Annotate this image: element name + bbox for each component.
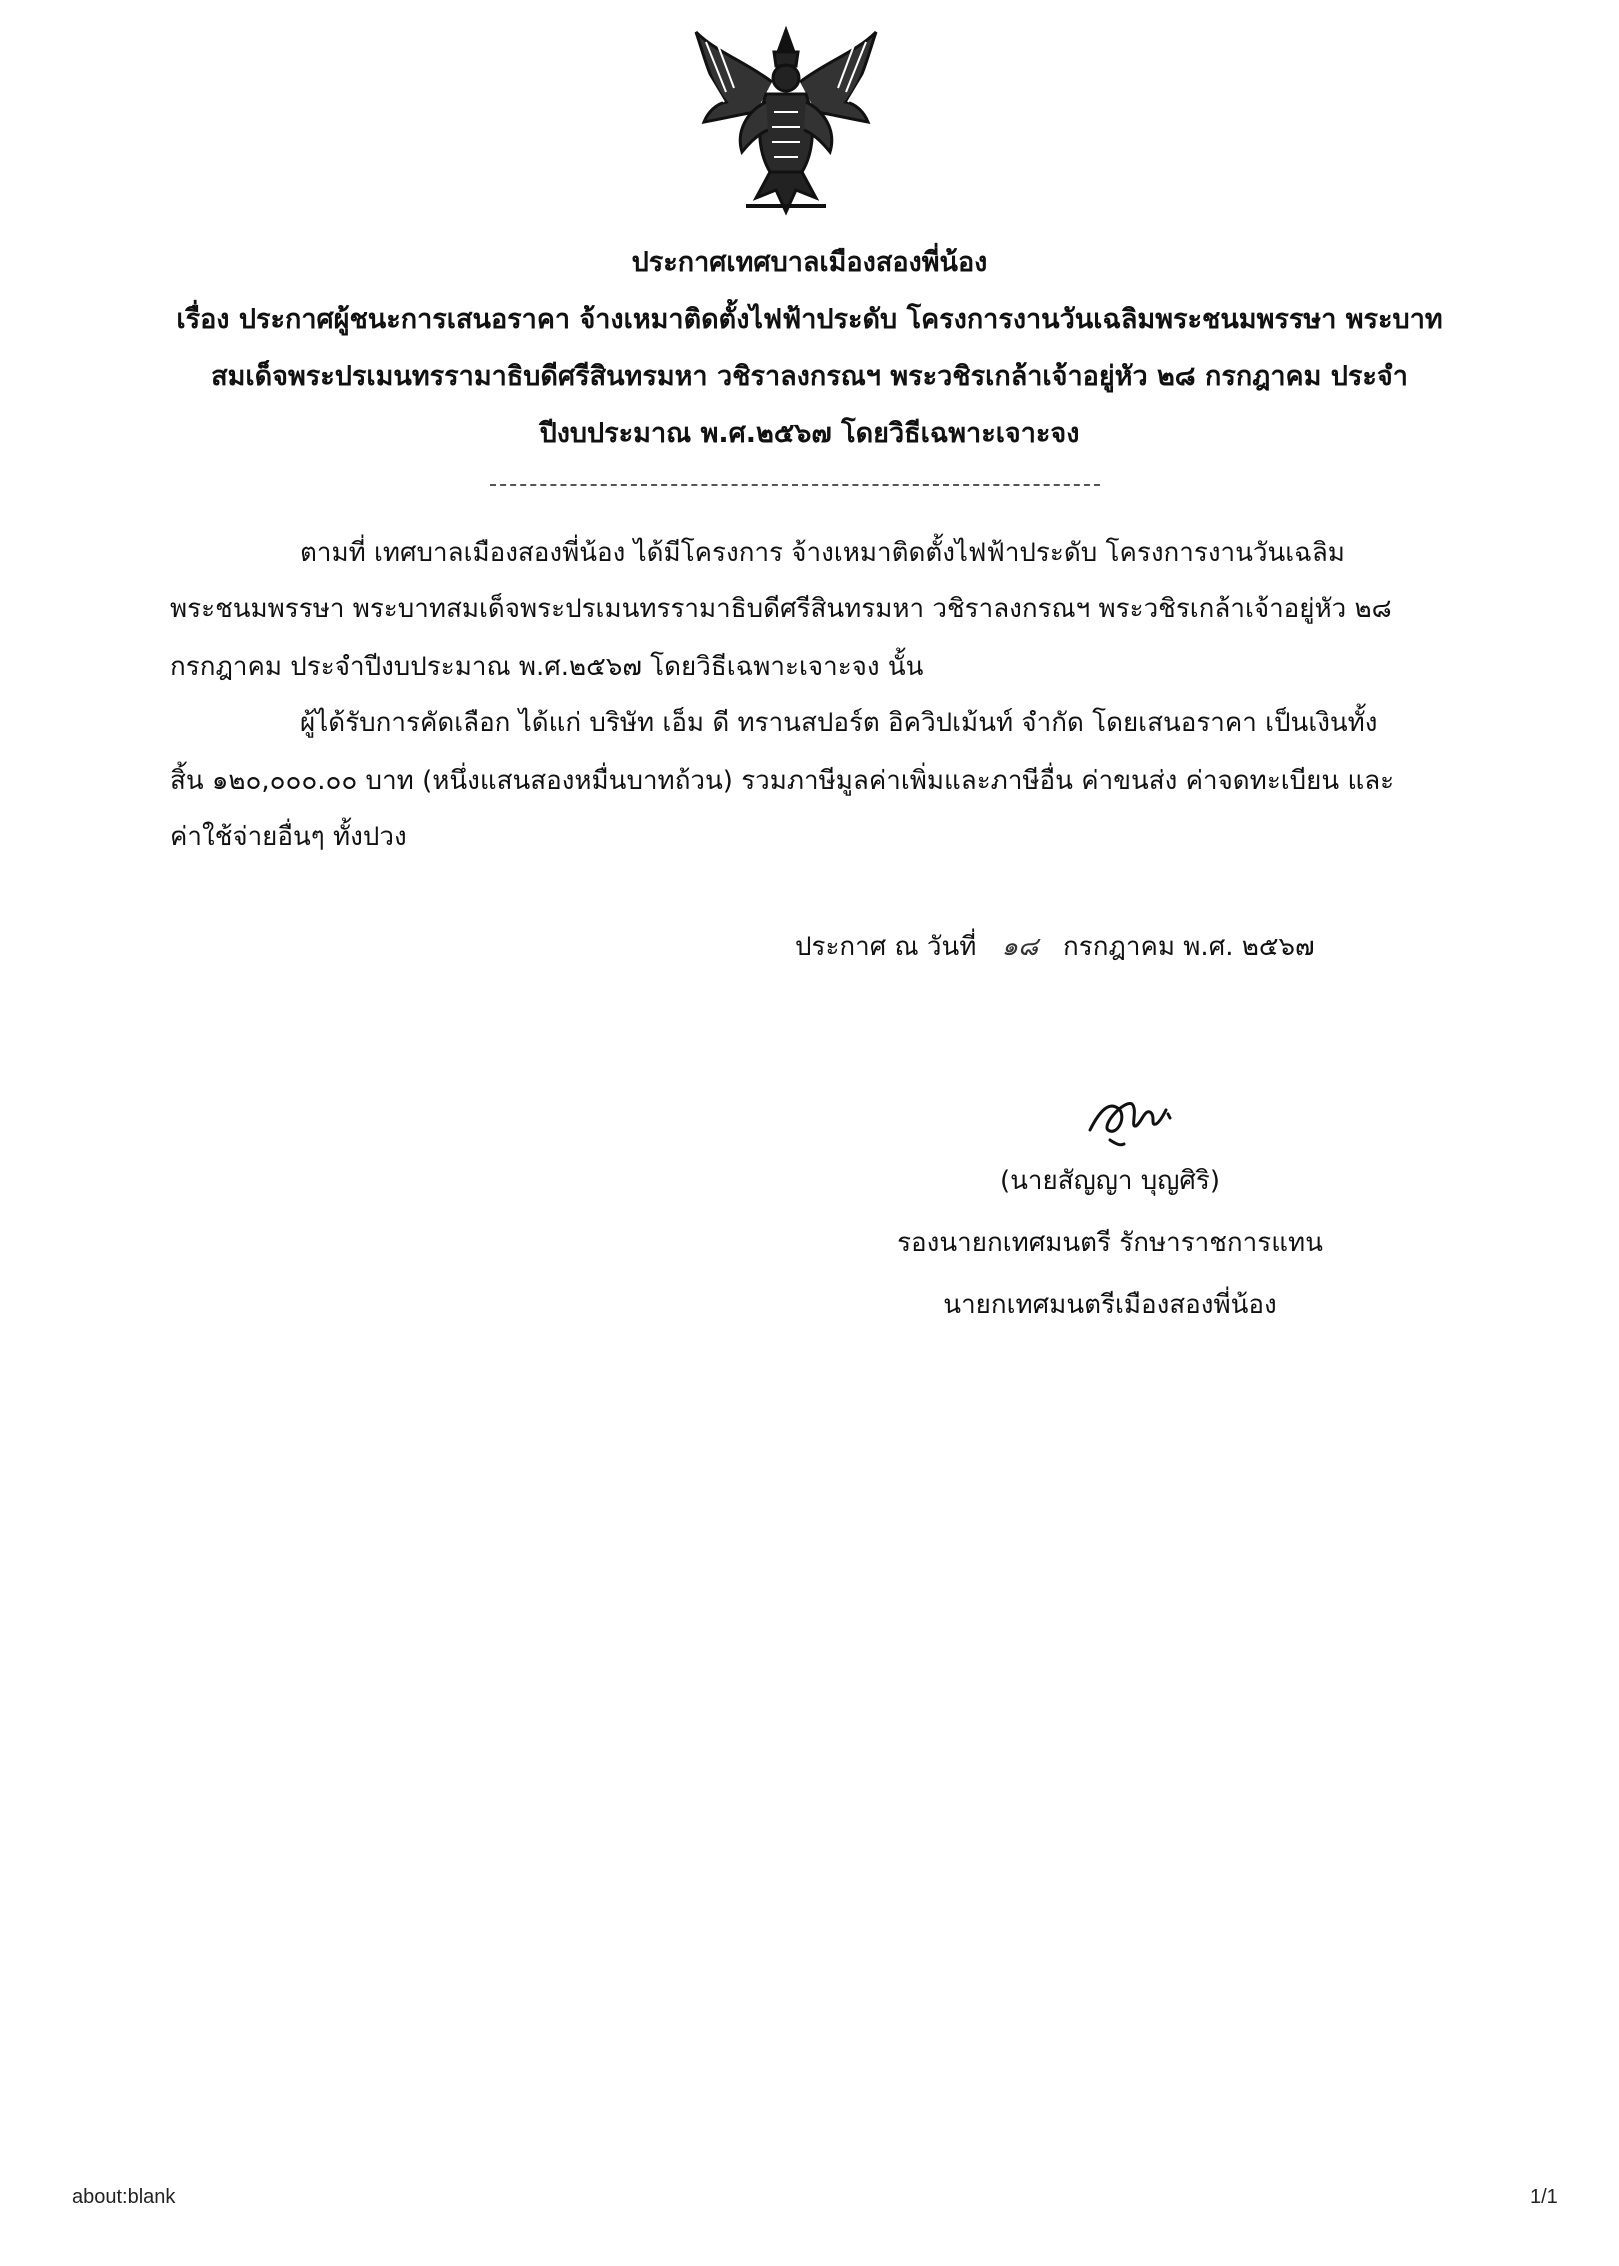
subject-line-2: สมเด็จพระปรเมนทรรามาธิบดีศรีสินทรมหา วชิราลงกรณฯ พระวชิรเกล้าเจ้าอยู่หัว ๒๘ กรกฎาคม ประจำ — [211, 361, 1408, 392]
announce-date-month-year: กรกฎาคม พ.ศ. ๒๕๖๗ — [1062, 932, 1315, 962]
subject-line-1: เรื่อง ประกาศผู้ชนะการเสนอราคา จ้างเหมาติดตั้งไฟฟ้าประดับ โครงการงานวันเฉลิมพระชนมพรรษา พระบาท — [176, 304, 1443, 335]
signatory-name: (นายสัญญา บุญศิริ) — [999, 1166, 1221, 1196]
signatory-position-1: รองนายกเทศมนตรี รักษาราชการแทน — [897, 1228, 1323, 1258]
document-title: ประกาศเทศบาลเมืองสองพี่น้อง — [631, 247, 988, 278]
garuda-emblem-icon — [686, 22, 886, 222]
signature-mark — [1080, 1070, 1190, 1150]
signatory-position-2: นายกเทศมนตรีเมืองสองพี่น้อง — [943, 1290, 1277, 1320]
announce-date-day: ๑๘ — [1001, 932, 1038, 962]
announce-date-prefix: ประกาศ ณ วันที่ — [795, 932, 977, 962]
paragraph-2-line-3: ค่าใช้จ่ายอื่นๆ ทั้งปวง — [170, 822, 407, 852]
paragraph-2-line-2: สิ้น ๑๒๐,๐๐๐.๐๐ บาท (หนึ่งแสนสองหมื่นบาทถ้วน) รวมภาษีมูลค่าเพิ่มและภาษีอื่น ค่าขนส่ง ค่าจดทะเบียน และ — [170, 766, 1395, 796]
paragraph-1-line-2: พระชนมพรรษา พระบาทสมเด็จพระปรเมนทรรามาธิบดีศรีสินทรมหา วชิราลงกรณฯ พระวชิรเกล้าเจ้าอยู่หัว ๒๘ — [170, 594, 1392, 624]
paragraph-1-line-3: กรกฎาคม ประจำปีงบประมาณ พ.ศ.๒๕๖๗ โดยวิธีเฉพาะเจาะจง นั้น — [170, 652, 924, 682]
paragraph-2-line-1: ผู้ได้รับการคัดเลือก ได้แก่ บริษัท เอ็ม ดี ทรานสปอร์ต อิควิปเม้นท์ จำกัด โดยเสนอราคา เป็นเงินทั้ง — [300, 708, 1378, 738]
separator-line — [490, 484, 1100, 486]
footer-url: about:blank — [72, 2186, 176, 2208]
subject-line-3: ปีงบประมาณ พ.ศ.๒๕๖๗ โดยวิธีเฉพาะเจาะจง — [539, 418, 1080, 449]
announce-date — [795, 926, 1315, 967]
footer-page-count: 1/1 — [1530, 2186, 1558, 2208]
paragraph-1-line-1: ตามที่ เทศบาลเมืองสองพี่น้อง ได้มีโครงการ จ้างเหมาติดตั้งไฟฟ้าประดับ โครงการงานวันเฉลิม — [300, 538, 1345, 568]
